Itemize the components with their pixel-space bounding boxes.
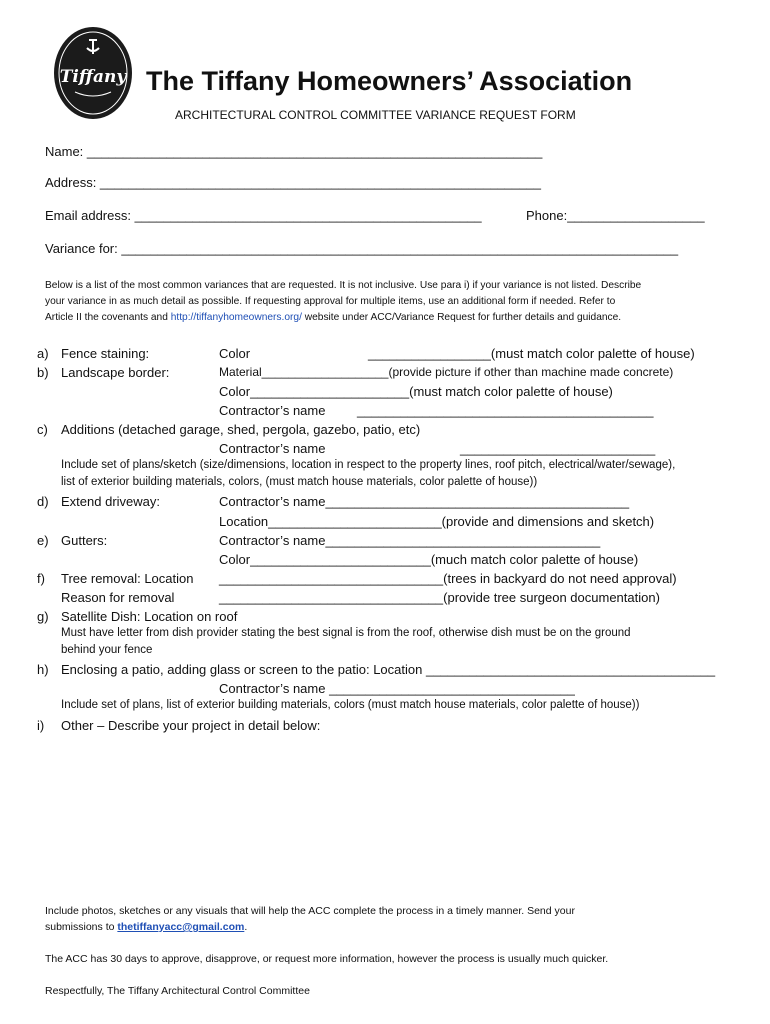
item-note: behind your fence xyxy=(61,644,153,656)
item-letter: a) xyxy=(37,346,49,361)
patio-location-field[interactable]: Enclosing a patio, adding glass or screen to the patio: Location ________________________________________ xyxy=(61,662,716,677)
item-label: Fence staining: xyxy=(61,346,150,361)
fence-color-field[interactable]: _________________(must match color palette of house) xyxy=(368,346,695,361)
tree-location-field[interactable]: _______________________________(trees in backyard do not need approval) xyxy=(219,571,677,586)
border-color-field[interactable]: Color______________________(must match color palette of house) xyxy=(219,384,613,399)
item-text: Color xyxy=(219,346,251,361)
address-field[interactable]: Address: _____________________________________________________________ xyxy=(45,175,541,190)
intro-line: Below is a list of the most common variances that are requested. It is not inclusive. Use para i) if your variance is not listed. Describe xyxy=(45,280,642,291)
website-link[interactable]: http://tiffanyhomeowners.org/ xyxy=(170,312,302,323)
item-note: Must have letter from dish provider stating the best signal is from the roof, otherwise dish must be on the ground xyxy=(61,627,631,639)
item-note: list of exterior building materials, colors, (must match house materials, color palette of house)) xyxy=(61,476,538,488)
tree-reason-field[interactable]: _______________________________(provide tree surgeon documentation) xyxy=(219,590,660,605)
item-note: Include set of plans, list of exterior building materials, colors (must match house materials, color palette of house)) xyxy=(61,699,640,711)
email-field[interactable]: Email address: ________________________________________________ xyxy=(45,208,482,223)
item-label: Extend driveway: xyxy=(61,494,160,509)
logo-text: Tiffany xyxy=(59,67,127,87)
border-contractor-field[interactable]: _________________________________________ xyxy=(357,403,654,418)
intro-paragraph xyxy=(45,278,725,326)
item-label: Reason for removal xyxy=(61,590,175,605)
item-label: Satellite Dish: Location on roof xyxy=(61,609,238,624)
driveway-contractor-field[interactable]: Contractor’s name__________________________________________ xyxy=(219,494,630,509)
tiffany-logo xyxy=(53,26,133,120)
item-letter: b) xyxy=(37,365,49,380)
footer-days: The ACC has 30 days to approve, disapprove, or request more information, however the process is usually much quicker. xyxy=(45,953,609,965)
footer-submit: submissions to thetiffanyacc@gmail.com. xyxy=(45,921,248,933)
acc-email-link[interactable]: thetiffanyacc@gmail.com xyxy=(117,921,245,933)
item-label: Gutters: xyxy=(61,533,108,548)
item-letter: g) xyxy=(37,609,49,624)
name-field[interactable]: Name: _______________________________________________________________ xyxy=(45,144,543,159)
gutters-color-field[interactable]: Color_________________________(much match color palette of house) xyxy=(219,552,639,567)
intro-line: Article II the covenants and http://tiffanyhomeowners.org/ website under ACC/Variance Request for further details and guidance. xyxy=(45,312,622,323)
patio-contractor-field[interactable]: Contractor’s name __________________________________ xyxy=(219,681,575,696)
border-material-field[interactable]: Material___________________(provide picture if other than machine made concrete) xyxy=(219,365,674,379)
item-letter: d) xyxy=(37,494,49,509)
additions-contractor-field[interactable]: ___________________________ xyxy=(460,441,656,456)
item-label: Landscape border: xyxy=(61,365,170,380)
item-text: Contractor’s name xyxy=(219,403,326,418)
footer-closing: Respectfully, The Tiffany Architectural Control Committee xyxy=(45,985,310,997)
item-text: Contractor’s name xyxy=(219,441,326,456)
item-label: Additions (detached garage, shed, pergola, gazebo, patio, etc) xyxy=(61,422,421,437)
item-letter: h) xyxy=(37,662,49,677)
item-letter: e) xyxy=(37,533,49,548)
variance-field[interactable]: Variance for: _____________________________________________________________________________ xyxy=(45,241,679,256)
footer-instructions: Include photos, sketches or any visuals that will help the ACC complete the process in a timely manner. Send your xyxy=(45,905,575,917)
item-label: Other – Describe your project in detail below: xyxy=(61,718,321,733)
intro-line: your variance in as much detail as possible. If requesting approval for multiple items, use an additional form if needed. Refer to xyxy=(45,296,616,307)
phone-field[interactable]: Phone:___________________ xyxy=(526,208,705,223)
item-label: Tree removal: Location xyxy=(61,571,194,586)
item-letter: f) xyxy=(37,571,45,586)
page-title: The Tiffany Homeowners’ Association xyxy=(146,66,633,96)
form-subtitle: ARCHITECTURAL CONTROL COMMITTEE VARIANCE REQUEST FORM xyxy=(175,108,576,122)
item-note: Include set of plans/sketch (size/dimensions, location in respect to the property lines, roof pitch, electrical/water/sewage), xyxy=(61,459,676,471)
gutters-contractor-field[interactable]: Contractor’s name______________________________________ xyxy=(219,533,601,548)
item-letter: i) xyxy=(37,718,45,733)
driveway-location-field[interactable]: Location________________________(provide and dimensions and sketch) xyxy=(219,514,655,529)
item-letter: c) xyxy=(37,422,48,437)
